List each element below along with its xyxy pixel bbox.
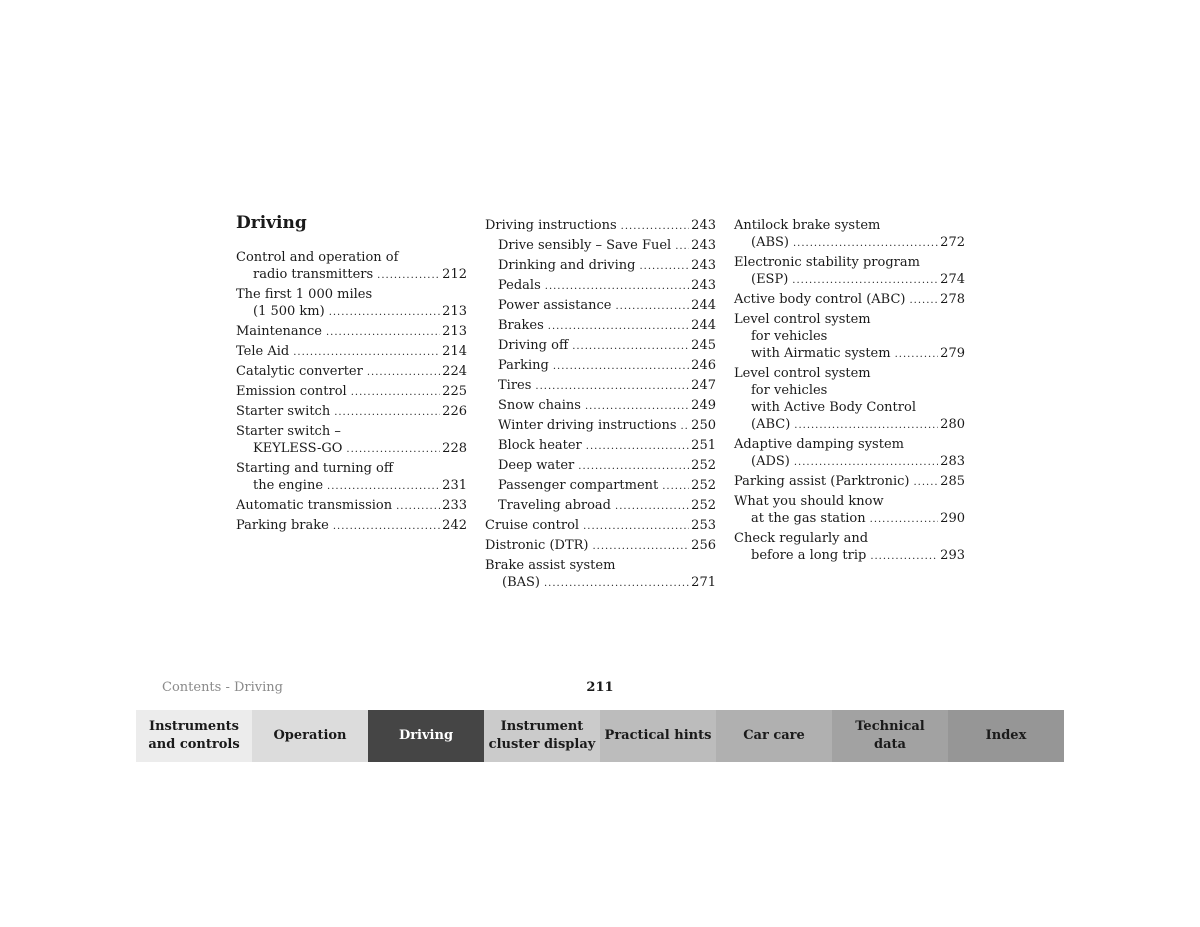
dot-leader [621, 218, 690, 235]
toc-entry-text: Brakes [498, 318, 544, 333]
toc-entry[interactable] [734, 530, 965, 565]
toc-entry-text: Power assistance [498, 298, 612, 313]
toc-entry[interactable] [485, 297, 716, 315]
toc-page-number: 252 [691, 498, 716, 513]
toc-entry[interactable] [485, 277, 716, 295]
toc-entry-text: Parking [498, 358, 549, 373]
toc-page-number: 214 [442, 344, 467, 359]
toc-entry-text: Catalytic converter [236, 364, 363, 379]
toc-page-number: 213 [442, 304, 467, 319]
toc-column-2 [485, 217, 716, 594]
toc-column-3 [734, 217, 965, 567]
section-tab[interactable] [368, 710, 484, 762]
toc-entry-text: What you should know [734, 494, 884, 509]
toc-entry[interactable] [236, 497, 467, 515]
toc-entry-text: Pedals [498, 278, 541, 293]
toc-entry-text: Block heater [498, 438, 582, 453]
section-tab[interactable] [832, 710, 948, 762]
toc-entry-text: Maintenance [236, 324, 322, 339]
section-tab-bar [136, 710, 1064, 762]
dot-leader [377, 267, 440, 284]
toc-page-number: 256 [691, 538, 716, 553]
toc-entry[interactable] [485, 557, 716, 592]
toc-page-number: 249 [691, 398, 716, 413]
toc-entry[interactable] [734, 291, 965, 309]
toc-entry-text: Drinking and driving [498, 258, 636, 273]
toc-page-number: 226 [442, 404, 467, 419]
toc-entry-text: Antilock brake system [734, 218, 881, 233]
dot-leader [583, 518, 689, 535]
toc-entry[interactable] [485, 357, 716, 375]
toc-page-number: 243 [691, 278, 716, 293]
toc-entry[interactable] [236, 460, 467, 495]
toc-entry-text: with Airmatic system [751, 346, 891, 361]
toc-entry[interactable] [485, 537, 716, 555]
section-tab-label: Index [985, 728, 1027, 743]
section-tab[interactable] [484, 710, 600, 762]
toc-page-number: 290 [940, 511, 965, 526]
dot-leader [346, 441, 440, 458]
toc-entry-text: Snow chains [498, 398, 581, 413]
toc-entry-text: at the gas station [751, 511, 866, 526]
toc-entry-text: KEYLESS-GO [253, 441, 343, 456]
section-tab[interactable] [716, 710, 832, 762]
section-tab-label: Practical hints [604, 728, 712, 743]
dot-leader [792, 272, 938, 289]
toc-page-number: 225 [442, 384, 467, 399]
dot-leader [895, 346, 939, 363]
toc-entry-text: Tires [498, 378, 532, 393]
toc-entry-text: Emission control [236, 384, 347, 399]
toc-entry[interactable] [485, 337, 716, 355]
toc-page-number: 213 [442, 324, 467, 339]
toc-column-1 [236, 249, 467, 537]
toc-entry[interactable] [485, 417, 716, 435]
toc-entry-text: Deep water [498, 458, 575, 473]
toc-entry-text: (ABC) [751, 417, 791, 432]
dot-leader [351, 384, 440, 401]
toc-page-number: 228 [442, 441, 467, 456]
toc-entry-text: (BAS) [502, 575, 540, 590]
toc-entry[interactable] [734, 473, 965, 491]
dot-leader [870, 548, 938, 565]
toc-entry[interactable] [236, 423, 467, 458]
section-tab-label: Car care [743, 728, 805, 743]
dot-leader [327, 478, 440, 495]
toc-entry-text: Driving instructions [485, 218, 617, 233]
footer-section-label: Contents - Driving [162, 680, 283, 695]
toc-entry-text: the engine [253, 478, 324, 493]
dot-leader [593, 538, 690, 555]
toc-entry-text: Parking assist (Parktronic) [734, 474, 910, 489]
toc-entry-text: Adaptive damping system [734, 437, 904, 452]
toc-entry-text: Traveling abroad [498, 498, 612, 513]
toc-page-number: 250 [691, 418, 716, 433]
section-tab-label: Technical data [855, 719, 925, 752]
toc-entry[interactable] [485, 217, 716, 235]
toc-entry[interactable] [485, 497, 716, 515]
toc-entry[interactable] [485, 237, 716, 255]
toc-entry[interactable] [734, 217, 965, 252]
section-tab-label: Driving [398, 728, 454, 743]
toc-entry[interactable] [734, 254, 965, 289]
dot-leader [662, 478, 689, 495]
dot-leader [329, 304, 440, 321]
toc-entry[interactable] [236, 249, 467, 284]
toc-entry-text: The first 1 000 miles [236, 287, 373, 302]
dot-leader [909, 292, 938, 309]
toc-entry[interactable] [236, 286, 467, 321]
toc-page-number: 231 [442, 478, 467, 493]
toc-entry-text: Brake assist system [485, 558, 616, 573]
toc-entry-text: Active body control (ABC) [734, 292, 906, 307]
toc-page-number: 272 [940, 235, 965, 250]
toc-entry-text: (1 500 km) [253, 304, 325, 319]
dot-leader [535, 378, 689, 395]
toc-page-number: 242 [442, 518, 467, 533]
section-tab-label: Operation [273, 728, 347, 743]
toc-entry-text: Check regularly and [734, 531, 869, 546]
dot-leader [367, 364, 440, 381]
toc-entry-text: Level control system [734, 366, 871, 381]
toc-page-number: 243 [691, 238, 716, 253]
dot-leader [794, 454, 938, 471]
toc-page-number: 252 [691, 458, 716, 473]
dot-leader [578, 458, 689, 475]
dot-leader [794, 417, 938, 434]
toc-entry-text: before a long trip [751, 548, 867, 563]
toc-entry[interactable] [485, 257, 716, 275]
toc-entry-text: Control and operation of [236, 250, 399, 265]
dot-leader [585, 398, 689, 415]
toc-entry[interactable] [485, 517, 716, 535]
toc-entry-text: Level control system [734, 312, 871, 327]
toc-entry[interactable] [236, 403, 467, 421]
toc-page-number: 280 [940, 417, 965, 432]
toc-page-number: 224 [442, 364, 467, 379]
page-number: 211 [586, 680, 614, 695]
toc-entry-text: (ADS) [751, 454, 790, 469]
toc-entry[interactable] [734, 436, 965, 471]
dot-leader [548, 318, 689, 335]
section-tab-label: Instruments and controls [148, 719, 240, 752]
dot-leader [615, 298, 689, 315]
toc-entry[interactable] [236, 323, 467, 341]
toc-entry[interactable] [236, 517, 467, 535]
toc-entry[interactable] [734, 493, 965, 528]
toc-entry[interactable] [236, 363, 467, 381]
toc-entry-text: radio transmitters [253, 267, 374, 282]
toc-entry[interactable] [236, 383, 467, 401]
section-tab[interactable] [136, 710, 252, 762]
section-tab-label: Instrument cluster display [488, 719, 596, 752]
dot-leader [914, 474, 939, 491]
toc-entry-text: Parking brake [236, 518, 329, 533]
toc-entry[interactable] [485, 397, 716, 415]
dot-leader [640, 258, 690, 275]
toc-entry-text: for vehicles [751, 383, 828, 398]
toc-entry[interactable] [734, 311, 965, 363]
dot-leader [334, 404, 440, 421]
toc-page-number: 247 [691, 378, 716, 393]
dot-leader [544, 575, 689, 592]
toc-entry[interactable] [236, 343, 467, 361]
toc-page-number: 243 [691, 258, 716, 273]
toc-entry-text: Drive sensibly – Save Fuel [498, 238, 672, 253]
toc-entry-text: (ABS) [751, 235, 789, 250]
toc-entry-text: Starter switch [236, 404, 331, 419]
toc-page-number: 244 [691, 298, 716, 313]
toc-entry-text: Electronic stability program [734, 255, 920, 270]
dot-leader [545, 278, 689, 295]
toc-page-number: 243 [691, 218, 716, 233]
toc-page-number: 212 [442, 267, 467, 282]
dot-leader [333, 518, 440, 535]
toc-page-number: 244 [691, 318, 716, 333]
toc-page-number: 293 [940, 548, 965, 563]
toc-entry-text: Cruise control [485, 518, 580, 533]
dot-leader [870, 511, 939, 528]
toc-page-number: 274 [940, 272, 965, 287]
toc-page-number: 278 [940, 292, 965, 307]
toc-entry[interactable] [485, 317, 716, 335]
toc-entry-text: for vehicles [751, 329, 828, 344]
section-tab[interactable] [948, 710, 1064, 762]
toc-entry[interactable] [485, 477, 716, 495]
toc-entry-text: Driving off [498, 338, 569, 353]
dot-leader [675, 238, 689, 255]
toc-page-number: 271 [691, 575, 716, 590]
toc-page-number: 253 [691, 518, 716, 533]
toc-entry-text: Winter driving instructions [498, 418, 677, 433]
toc-page-number: 283 [940, 454, 965, 469]
toc-entry[interactable] [485, 437, 716, 455]
dot-leader [553, 358, 689, 375]
toc-entry-text: Passenger compartment [498, 478, 659, 493]
toc-entry-text: Automatic transmission [236, 498, 393, 513]
toc-entry[interactable] [485, 457, 716, 475]
toc-entry[interactable] [734, 365, 965, 434]
dot-leader [293, 344, 440, 361]
toc-entry-text: Distronic (DTR) [485, 538, 589, 553]
toc-entry-text: Starter switch – [236, 424, 341, 439]
dot-leader [793, 235, 938, 252]
toc-entry-text: (ESP) [751, 272, 789, 287]
toc-page-number: 233 [442, 498, 467, 513]
dot-leader [681, 418, 690, 435]
toc-entry-text: Starting and turning off [236, 461, 394, 476]
toc-page-number: 279 [940, 346, 965, 361]
dot-leader [326, 324, 440, 341]
page-title: Driving [236, 213, 307, 233]
dot-leader [586, 438, 689, 455]
toc-page-number: 246 [691, 358, 716, 373]
dot-leader [572, 338, 689, 355]
toc-page-number: 245 [691, 338, 716, 353]
dot-leader [615, 498, 689, 515]
toc-entry-text: Tele Aid [236, 344, 290, 359]
section-tab[interactable] [600, 710, 716, 762]
dot-leader [396, 498, 440, 515]
toc-entry-text: with Active Body Control [751, 400, 916, 415]
toc-entry[interactable] [485, 377, 716, 395]
toc-page-number: 252 [691, 478, 716, 493]
section-tab[interactable] [252, 710, 368, 762]
toc-page-number: 251 [691, 438, 716, 453]
toc-page-number: 285 [940, 474, 965, 489]
